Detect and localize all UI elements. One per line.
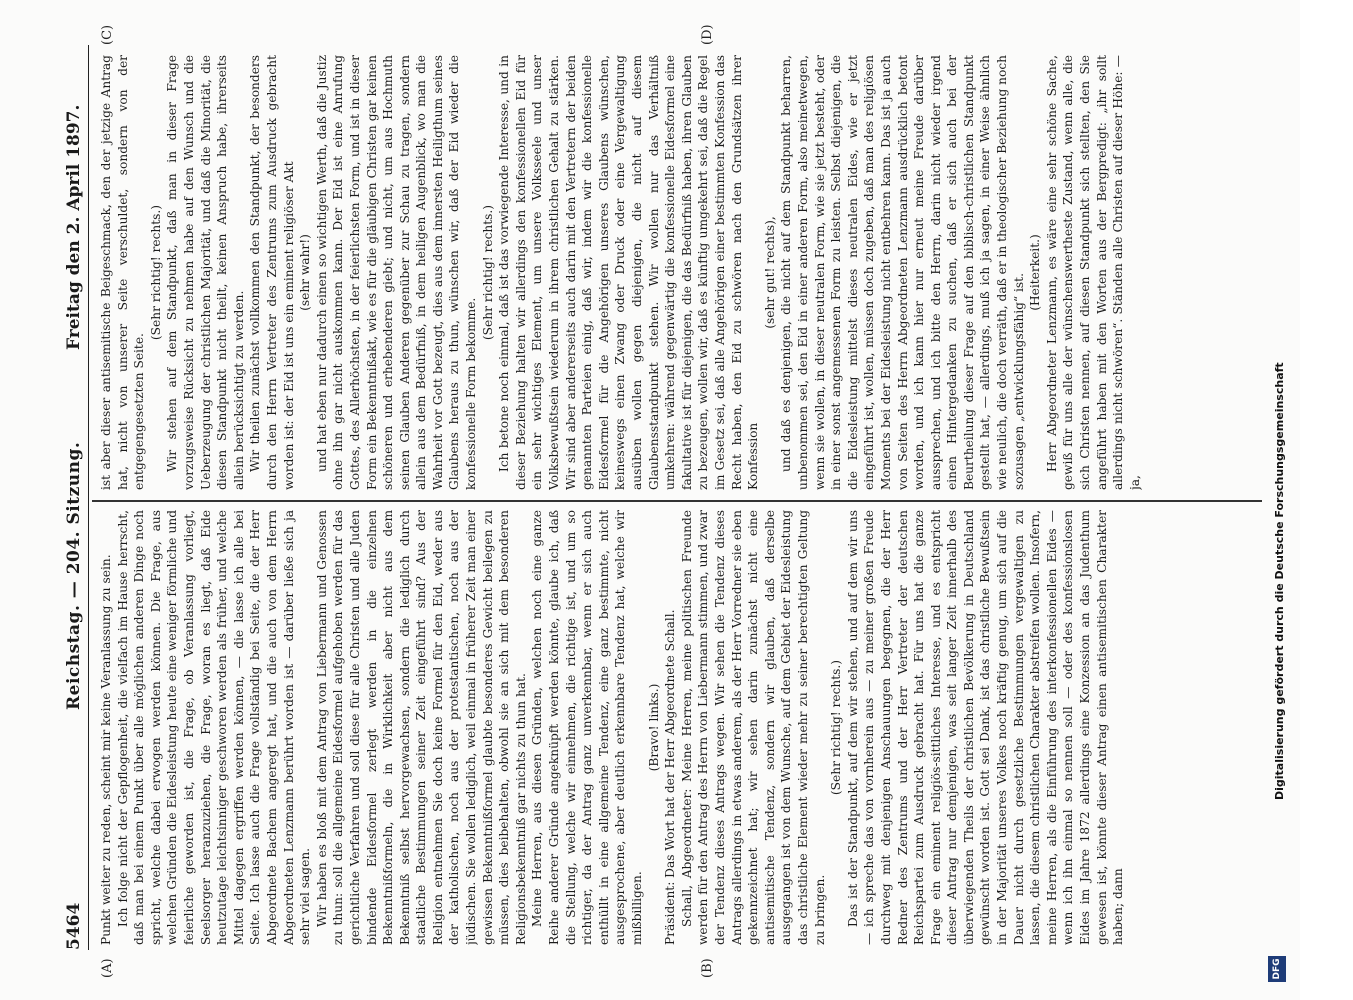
paragraph: Ich betone noch einmal, daß ist das vorwiegende Interesse, und in dieser Beziehung halten wir allerdings den konfessionellen Eid für ein sehr wichtiges Element, um unsere Volksseele und unser Volksbewußtsein wiederum in ihrem christlichen Gehalt zu stärken. Wir sind aber andererseits auch darin mit den Vertretern der beiden genannten Parteien einig, daß wir, indem wir die konfessionelle Eidesformel für die Angehörigen unseres Glaubens wünschen, keineswegs einen Zwang oder Druck oder eine Vergewaltigung ausüben wollen gegen diejenigen, die nicht auf diesem Glaubensstandpunkt stehen. Wir wollen nur das Verhältniß umkehren: während gegenwärtig die konfessionelle Eidesformel eine fakultative ist für diejenigen, die das Bedürfniß haben, ihren Glauben zu bezeugen, wollen wir, daß es künftig umgekehrt sei, daß die Regel im Gesetz sei, daß alle Angehörigen einer bestimmten Konfession das Recht haben, den Eid zu schwören nach den Grundsätzen ihrer Konfession	[497, 55, 761, 490]
paragraph: (Bravo! links.)	[646, 683, 661, 772]
paragraph: Wir stehen auf dem Standpunkt, daß man in dieser Frage vorzugsweise Rücksicht zu nehmen habe auf den Wunsch und die Ueberzeugung der christlichen Majorität, und daß die Minorität, die diesen Standpunkt nicht theilt, keinen Anspruch habe, ihrerseits allein berücksichtigt zu werden.	[165, 55, 246, 490]
paragraph: Punkt weiter zu reden, scheint mir keine Veranlassung zu sein.	[99, 554, 113, 945]
paragraph: ist aber dieser antisemitische Beigeschmack, den der jetzige Antrag hat, nicht von unserer Seite verschuldet, sondern von der entgegengesetzten Seite.	[99, 55, 147, 490]
funding-note: Digitalisierung gefördert durch die Deutsche Forschungsgemeinschaft	[1273, 362, 1286, 800]
paragraph: und hat eben nur dadurch einen so wichtigen Werth, daß die Justiz ohne ihn gar nicht auskommen kann. Der Eid ist eine Anrufung Gottes, des Allerhöchsten, in der feierlichsten Form, und ist in dieser Form ein Bekenntnißakt, wie es für die gläubigen Christen gar keinen schöneren und erhebenderen giebt; und nicht, um aus Hochmuth seinen Glauben Anderen gegenüber zur Schau zu tragen, sondern allein aus dem Bedürfniß, in dem heiligen Augenblick, wo man die Wahrheit vor Gott bezeugt, dies aus dem innersten Heiligthum seines Glaubens heraus zu thun, wünschen wir, daß der Eid wieder die konfessionelle Form bekomme.	[314, 55, 479, 490]
paragraph: Wir haben es bloß mit dem Antrag von Liebermann und Genossen zu thun: soll die allgemeine Eidesformel aufgehoben werden für das gerichtliche Verfahren und soll diese für alle Christen und alle Juden bindende Eidesformel zerlegt werden in die einzelnen Bekenntnißformeln, die in Wirklichkeit aber nicht aus dem Bekenntniß selbst hervorgewachsen, sondern die lediglich durch staatliche Bestimmungen seiner Zeit eingeführt sind? Aus der Religion entnehmen Sie doch keine Formel für den Eid, weder aus der katholischen, noch aus der protestantischen, noch aus der jüdischen. Sie wollen lediglich, weil einmal in früherer Zeit man einer gewissen Bekenntnißformel glaubte besonderes Gewicht beilegen zu müssen, dies beibehalten, obwohl sie an sich mit dem besonderen Religionsbekenntniß gar nichts zu thun hat.	[314, 510, 528, 945]
paragraph: Präsident: Das Wort hat der Herr Abgeordnete Schall.	[663, 609, 678, 945]
paragraph: Wir theilen zunächst vollkommen den Standpunkt, der besonders durch den Herrn Vertreter des Zentrums zum Ausdruck gebracht worden ist: der Eid ist uns ein eminent religiöser Akt	[248, 55, 296, 490]
paragraph: (Heiterkeit.)	[1028, 234, 1043, 311]
paragraph: (Sehr richtig! rechts.)	[829, 659, 844, 796]
paragraph: Schall, Abgeordneter: Meine Herren, meine politischen Freunde werden für den Antrag des Herrn von Liebermann stimmen, und zwar der Tendenz dieses Antrags wegen. Wir sehen die Tendenz dieses Antrags allerdings in etwas anderem, als der Herr Vorredner sie eben gekennzeichnet hat; wir sehen darin zunächst nicht eine antisemitische Tendenz, sondern wir glauben, daß derselbe ausgegangen ist von dem Wunsche, auf dem Gebiet der Eidesleistung das christliche Element wieder mehr zu seiner berechtigten Geltung zu bringen.	[679, 510, 827, 945]
margin-marker-c: (C)	[100, 24, 115, 45]
left-text-column	[98, 510, 1258, 945]
dfg-logo: DFG	[1268, 956, 1286, 982]
paragraph: Meine Herren, aus diesen Gründen, welchen noch eine ganze Reihe anderer Gründe angeknüpft werden könnte, glaube ich, daß die Stellung, welche wir einnehmen, die richtige ist, und um so richtiger, da der Antrag ganz unverkennbar, wenn er sich auch enthüllt in eine allgemeine Tendenz, eine ganz bestimmte, nicht ausgesprochene, aber deutlich erkennbare Tendenz hat, welche wir mißbilligen.	[530, 510, 644, 945]
paragraph: (sehr gut! rechts),	[762, 216, 777, 329]
paragraph: Das ist der Standpunkt, auf dem wir stehen, und auf dem wir uns — ich spreche das von vornherein aus — zu meiner großen Freude durchweg mit denjenigen Anschauungen begegnen, die der Herr Redner des Zentrums und der Herr Vertreter der deutschen Reichspartei zum Ausdruck gebracht hat. Für uns hat die ganze Frage ein eminent religiös-sittliches Interesse, und es entspricht dieser Antrag nur demjenigen, was seit langer Zeit innerhalb des überwiegenden Theils der christlichen Bevölkerung in Deutschland gewünscht worden ist. Gott sei Dank, ist das christliche Bewußtsein in der Majorität unseres Volkes noch kräftig genug, um sich auf die Dauer nicht durch gesetzliche Bestimmungen vergewaltigen zu lassen, die diesem christlichen Charakter abstreifen wollen. Insofern, meine Herren, als die Einführung des interkonfessionellen Eides — wenn ich ihn einmal so nennen soll — oder des konfessionslosen Eides im Jahre 1872 allerdings eine Konzession an das Judenthum gewesen ist, könnte dieser Antrag einen antisemitischen Charakter haben; dann	[845, 510, 1126, 945]
margin-marker-a: (A)	[100, 958, 115, 978]
paragraph: (sehr wahr!)	[298, 234, 313, 311]
session-title: Reichstag. — 204. Sitzung.	[64, 441, 84, 710]
paragraph: (Sehr richtig! rechts.)	[148, 204, 163, 341]
paragraph: Herr Abgeordneter Lenzmann, es wäre eine sehr schöne Sache, gewiß für uns alle der wünschenswertheste Zustand, wenn alle, die sich Christen nennen, auf diesen Standpunkt sich stellten, den Sie angeführt haben mit den Worten aus der Bergpredigt: „ihr sollt allerdings nicht schwören“. Ständen alle Christen auf dieser Höhe: — ja,	[1044, 55, 1142, 490]
page-header	[60, 45, 89, 950]
page-number: 5464	[64, 902, 84, 950]
right-text-column	[98, 55, 1258, 490]
margin-marker-b: (B)	[700, 958, 715, 978]
column-divider	[92, 501, 1262, 503]
paragraph: und daß es denjenigen, die nicht auf dem Standpunkt beharren, unbenommen sei, den Eid in einer anderen Form, also meinetwegen, wenn sie wollen, in dieser neutralen Form, wie sie jetzt besteht, oder in einer sonst angemessenen Form zu leisten. Selbst diejenigen, die die Eidesleistung mittelst dieses neutralen Eides, wie er jetzt eingeführt ist, wollen, müssen doch zugeben, daß man des religiösen Moments bei der Eidesleistung nicht entbehren kann. Das ist ja auch von Seiten des Herrn Abgeordneten Lenzmann ausdrücklich betont worden, und ich kann hier nur erneut meine Freude darüber aussprechen, und ich bitte den Herrn, darin nicht wieder irgend einen Hintergedanken zu suchen, daß er sich auch bei der Beurtheilung dieser Frage auf den biblisch-christlichen Standpunkt gestellt hat, — allerdings, muß ich ja sagen, in einer Weise ähnlich wie neulich, die doch verräth, daß er in theologischer Beziehung noch sozusagen „entwicklungsfähig“ ist.	[779, 55, 1026, 490]
margin-marker-d: (D)	[700, 24, 715, 45]
session-date: Freitag den 2. April 1897.	[64, 104, 84, 350]
paragraph: (Sehr richtig! rechts.)	[480, 204, 495, 341]
paragraph: Ich folge nicht der Gepflogenheit, die vielfach im Hause herrscht, daß man bei einem Punkt über alle möglichen anderen Dinge noch spricht, welche dabei erwogen werden können. Die Frage, aus welchen Gründen die Eidesleistung heute eine weniger förmliche und feierliche geworden ist, die Frage, ob Veranlassung vorliegt, Seelsorger heranzuziehen, die Frage, woran es liegt, daß Eide heutzutage leichtsinniger geschworen werden als früher, und welche Mittel dagegen ergriffen werden können, — die lasse ich alle bei Seite. Ich lasse auch die Frage vollständig bei Seite, die der Herr Abgeordnete Bachem angeregt hat, und die auch von dem Herrn Abgeordneten Lenzmann berührt worden ist — darüber ließe sich ja sehr viel sagen.	[115, 510, 313, 945]
